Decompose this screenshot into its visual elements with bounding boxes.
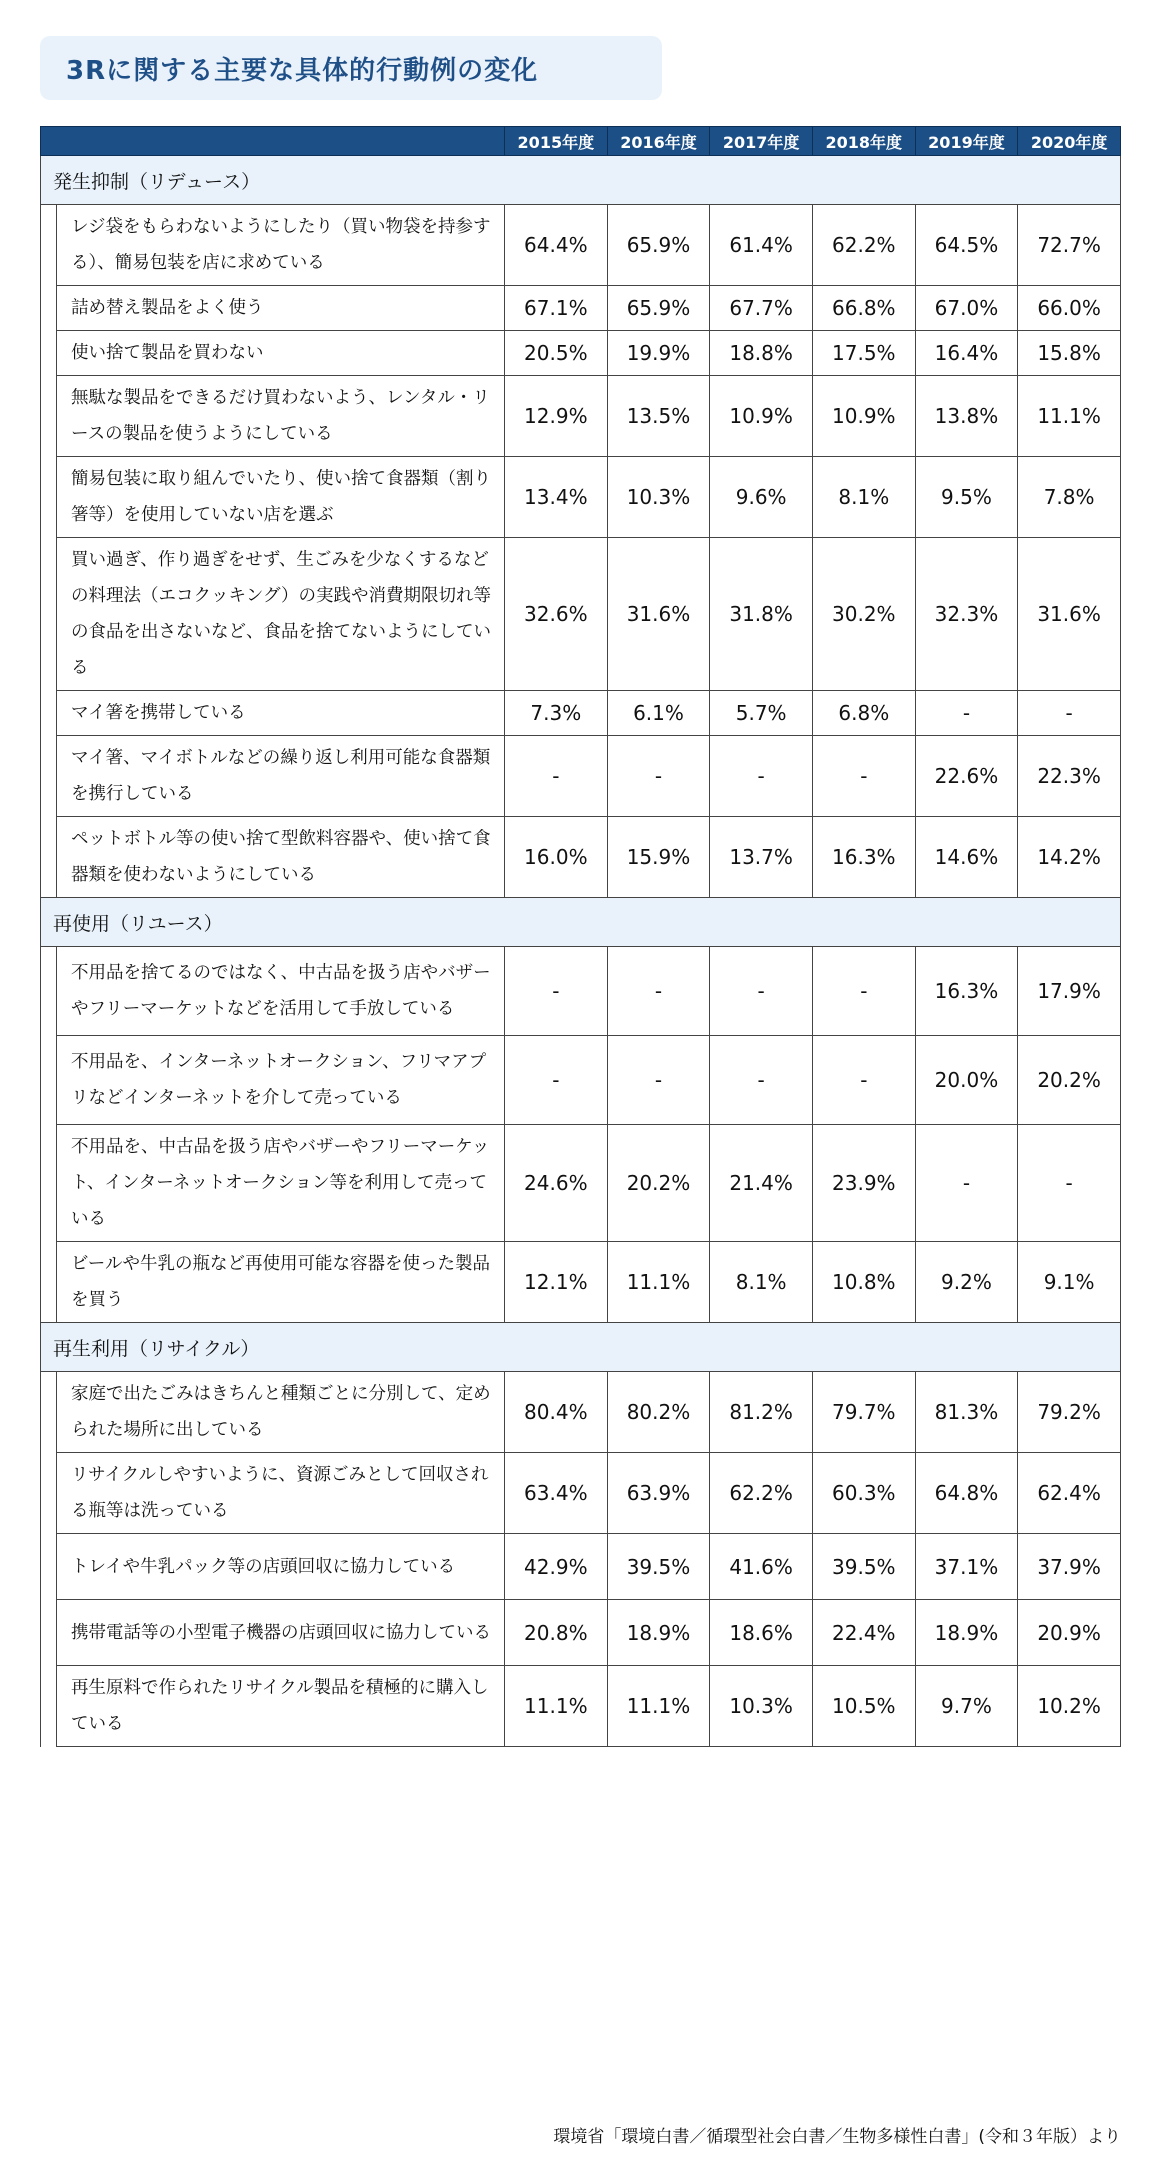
value-cell: - (505, 947, 608, 1036)
value-cell: 10.8% (812, 1242, 915, 1323)
row-indent (41, 538, 57, 691)
row-indent (41, 286, 57, 331)
value-cell: 6.8% (812, 691, 915, 736)
table-row (41, 1453, 1121, 1534)
row-label: 無駄な製品をできるだけ買わないよう、レンタル・リースの製品を使うようにしている (57, 376, 505, 457)
source-note: 環境省「環境白書／循環型社会白書／生物多様性白書」(令和３年版）より (553, 2127, 1121, 2147)
row-label: リサイクルしやすいように、資源ごみとして回収される瓶等は洗っている (57, 1453, 505, 1534)
value-cell: 10.9% (812, 376, 915, 457)
value-cell: 32.6% (505, 538, 608, 691)
value-cell: 31.8% (710, 538, 813, 691)
value-cell: 7.8% (1018, 457, 1121, 538)
value-cell: 67.0% (915, 286, 1018, 331)
value-cell: 11.1% (607, 1242, 710, 1323)
value-cell: 67.7% (710, 286, 813, 331)
value-cell: 62.2% (812, 205, 915, 286)
value-cell: 9.5% (915, 457, 1018, 538)
value-cell: - (607, 947, 710, 1036)
table-row (41, 1666, 1121, 1747)
table-row (41, 736, 1121, 817)
row-label: 家庭で出たごみはきちんと種類ごとに分別して、定められた場所に出している (57, 1372, 505, 1453)
value-cell: 60.3% (812, 1453, 915, 1534)
year-header: 2016年度 (607, 127, 710, 156)
table-row (41, 376, 1121, 457)
value-cell: 63.9% (607, 1453, 710, 1534)
value-cell: 13.7% (710, 817, 813, 898)
value-cell: 62.2% (710, 1453, 813, 1534)
title-box (40, 36, 662, 100)
value-cell: 8.1% (710, 1242, 813, 1323)
section-title: 発生抑制（リデュース） (41, 156, 1121, 205)
value-cell: 16.3% (812, 817, 915, 898)
value-cell: 16.3% (915, 947, 1018, 1036)
value-cell: 67.1% (505, 286, 608, 331)
row-label: 簡易包装に取り組んでいたり、使い捨て食器類（割り箸等）を使用していない店を選ぶ (57, 457, 505, 538)
value-cell: - (505, 1036, 608, 1125)
row-indent (41, 1036, 57, 1125)
row-indent (41, 947, 57, 1036)
value-cell: - (812, 1036, 915, 1125)
value-cell: - (915, 691, 1018, 736)
value-cell: - (812, 736, 915, 817)
row-indent (41, 205, 57, 286)
row-indent (41, 736, 57, 817)
table-row (41, 1242, 1121, 1323)
row-label: マイ箸、マイボトルなどの繰り返し利用可能な食器類を携行している (57, 736, 505, 817)
value-cell: 20.0% (915, 1036, 1018, 1125)
value-cell: 63.4% (505, 1453, 608, 1534)
value-cell: 42.9% (505, 1534, 608, 1600)
value-cell: 16.0% (505, 817, 608, 898)
value-cell: 64.4% (505, 205, 608, 286)
value-cell: 65.9% (607, 286, 710, 331)
page-title: 3Rに関する主要な具体的行動例の変化 (66, 56, 539, 86)
value-cell: 79.2% (1018, 1372, 1121, 1453)
row-indent (41, 1372, 57, 1453)
behavior-table (40, 126, 1121, 1747)
value-cell: 6.1% (607, 691, 710, 736)
value-cell: 15.8% (1018, 331, 1121, 376)
value-cell: - (607, 1036, 710, 1125)
row-label: ペットボトル等の使い捨て型飲料容器や、使い捨て食器類を使わないようにしている (57, 817, 505, 898)
value-cell: 22.4% (812, 1600, 915, 1666)
year-header: 2015年度 (505, 127, 608, 156)
value-cell: 22.3% (1018, 736, 1121, 817)
row-label: レジ袋をもらわないようにしたり（買い物袋を持参する）、簡易包装を店に求めている (57, 205, 505, 286)
row-label: 携帯電話等の小型電子機器の店頭回収に協力している (57, 1600, 505, 1666)
table-row (41, 691, 1121, 736)
value-cell: 17.5% (812, 331, 915, 376)
year-header: 2019年度 (915, 127, 1018, 156)
value-cell: 18.9% (607, 1600, 710, 1666)
table-row (41, 538, 1121, 691)
table-row (41, 1125, 1121, 1242)
value-cell: 21.4% (710, 1125, 813, 1242)
value-cell: 17.9% (1018, 947, 1121, 1036)
header-blank (41, 127, 505, 156)
section-row (41, 1323, 1121, 1372)
row-label: 再生原料で作られたリサイクル製品を積極的に購入している (57, 1666, 505, 1747)
value-cell: 10.2% (1018, 1666, 1121, 1747)
value-cell: 10.5% (812, 1666, 915, 1747)
section-title: 再使用（リユース） (41, 898, 1121, 947)
row-indent (41, 457, 57, 538)
value-cell: - (812, 947, 915, 1036)
value-cell: 15.9% (607, 817, 710, 898)
value-cell: 66.0% (1018, 286, 1121, 331)
value-cell: 39.5% (812, 1534, 915, 1600)
row-indent (41, 376, 57, 457)
value-cell: - (710, 947, 813, 1036)
row-label: 買い過ぎ、作り過ぎをせず、生ごみを少なくするなどの料理法（エコクッキング）の実践や消費期限切れ等の食品を出さないなど、食品を捨てないようにしている (57, 538, 505, 691)
value-cell: - (505, 736, 608, 817)
value-cell: 20.9% (1018, 1600, 1121, 1666)
row-label: トレイや牛乳パック等の店頭回収に協力している (57, 1534, 505, 1600)
value-cell: 14.2% (1018, 817, 1121, 898)
row-label: マイ箸を携帯している (57, 691, 505, 736)
table-body (41, 156, 1121, 1747)
value-cell: 64.8% (915, 1453, 1018, 1534)
row-label: 使い捨て製品を買わない (57, 331, 505, 376)
value-cell: 30.2% (812, 538, 915, 691)
value-cell: 12.1% (505, 1242, 608, 1323)
value-cell: 12.9% (505, 376, 608, 457)
value-cell: 20.2% (1018, 1036, 1121, 1125)
row-label: 不用品を、中古品を扱う店やバザーやフリーマーケット、インターネットオークション等を利用して売っている (57, 1125, 505, 1242)
value-cell: 23.9% (812, 1125, 915, 1242)
value-cell: 13.8% (915, 376, 1018, 457)
value-cell: 19.9% (607, 331, 710, 376)
table-row (41, 1600, 1121, 1666)
value-cell: 14.6% (915, 817, 1018, 898)
value-cell: - (915, 1125, 1018, 1242)
value-cell: 8.1% (812, 457, 915, 538)
value-cell: 62.4% (1018, 1453, 1121, 1534)
value-cell: - (1018, 1125, 1121, 1242)
row-indent (41, 1666, 57, 1747)
value-cell: 18.8% (710, 331, 813, 376)
value-cell: 79.7% (812, 1372, 915, 1453)
value-cell: 31.6% (607, 538, 710, 691)
value-cell: - (1018, 691, 1121, 736)
value-cell: 10.9% (710, 376, 813, 457)
year-header: 2017年度 (710, 127, 813, 156)
section-row (41, 898, 1121, 947)
table-row (41, 457, 1121, 538)
value-cell: 37.9% (1018, 1534, 1121, 1600)
value-cell: 11.1% (607, 1666, 710, 1747)
row-indent (41, 331, 57, 376)
value-cell: 72.7% (1018, 205, 1121, 286)
value-cell: 64.5% (915, 205, 1018, 286)
value-cell: 7.3% (505, 691, 608, 736)
value-cell: - (710, 1036, 813, 1125)
value-cell: 18.9% (915, 1600, 1018, 1666)
year-header: 2018年度 (812, 127, 915, 156)
value-cell: 32.3% (915, 538, 1018, 691)
section-row (41, 156, 1121, 205)
value-cell: - (607, 736, 710, 817)
table-row (41, 1534, 1121, 1600)
table-row (41, 286, 1121, 331)
row-indent (41, 691, 57, 736)
section-title: 再生利用（リサイクル） (41, 1323, 1121, 1372)
table-row (41, 1372, 1121, 1453)
year-header: 2020年度 (1018, 127, 1121, 156)
value-cell: 37.1% (915, 1534, 1018, 1600)
value-cell: 39.5% (607, 1534, 710, 1600)
value-cell: 9.7% (915, 1666, 1018, 1747)
value-cell: 13.4% (505, 457, 608, 538)
value-cell: 9.2% (915, 1242, 1018, 1323)
value-cell: 13.5% (607, 376, 710, 457)
value-cell: 16.4% (915, 331, 1018, 376)
row-indent (41, 1600, 57, 1666)
value-cell: - (710, 736, 813, 817)
value-cell: 10.3% (607, 457, 710, 538)
value-cell: 11.1% (1018, 376, 1121, 457)
value-cell: 65.9% (607, 205, 710, 286)
row-label: ビールや牛乳の瓶など再使用可能な容器を使った製品を買う (57, 1242, 505, 1323)
value-cell: 18.6% (710, 1600, 813, 1666)
value-cell: 9.1% (1018, 1242, 1121, 1323)
value-cell: 20.2% (607, 1125, 710, 1242)
table-row (41, 947, 1121, 1036)
value-cell: 81.2% (710, 1372, 813, 1453)
value-cell: 66.8% (812, 286, 915, 331)
row-indent (41, 1125, 57, 1242)
table-row (41, 817, 1121, 898)
value-cell: 61.4% (710, 205, 813, 286)
value-cell: 81.3% (915, 1372, 1018, 1453)
value-cell: 80.4% (505, 1372, 608, 1453)
header-row (41, 127, 1121, 156)
table-row (41, 1036, 1121, 1125)
value-cell: 41.6% (710, 1534, 813, 1600)
value-cell: 5.7% (710, 691, 813, 736)
row-indent (41, 1453, 57, 1534)
row-indent (41, 1534, 57, 1600)
value-cell: 80.2% (607, 1372, 710, 1453)
row-indent (41, 817, 57, 898)
table-row (41, 205, 1121, 286)
value-cell: 22.6% (915, 736, 1018, 817)
row-label: 不用品を捨てるのではなく、中古品を扱う店やバザーやフリーマーケットなどを活用して手放している (57, 947, 505, 1036)
value-cell: 20.8% (505, 1600, 608, 1666)
row-label: 不用品を、インターネットオークション、フリマアプリなどインターネットを介して売っている (57, 1036, 505, 1125)
value-cell: 9.6% (710, 457, 813, 538)
value-cell: 31.6% (1018, 538, 1121, 691)
table-row (41, 331, 1121, 376)
value-cell: 20.5% (505, 331, 608, 376)
value-cell: 10.3% (710, 1666, 813, 1747)
value-cell: 11.1% (505, 1666, 608, 1747)
row-indent (41, 1242, 57, 1323)
value-cell: 24.6% (505, 1125, 608, 1242)
row-label: 詰め替え製品をよく使う (57, 286, 505, 331)
